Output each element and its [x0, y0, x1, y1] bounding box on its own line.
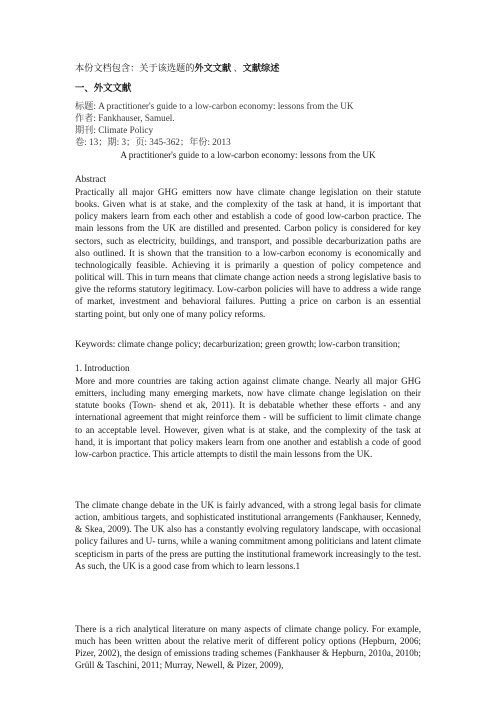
- keywords: [75, 338, 421, 350]
- paragraph-3-text: There is a rich analytical literature on many aspects of climate change policy. For example, much has been written about the relative merit of different policy options (Hepburn, 2006; Pizer, 2002), the design of emissions trading schemes (Fankhauser & Hepburn, 2010a, 2010b; Grüll & Taschini, 2011; Murray, Newell, & Pizer, 2009),: [75, 624, 421, 671]
- meta-title: 标题: A practitioner's guide to a low-carbon economy: lessons from the UK: [75, 101, 354, 111]
- abstract-body: [75, 186, 421, 320]
- paragraph-2: [75, 499, 421, 572]
- intro-line: [75, 62, 279, 74]
- meta-journal: 期刊: Climate Policy: [75, 125, 154, 135]
- paragraph-1: [75, 375, 421, 460]
- paragraph-2-text: The climate change debate in the UK is fairly advanced, with a strong legal basis for climate action, ambitious targets, and sophisticated institutional arrangements (Fankhauser, Kennedy, & Skea, 2009). The UK also has a constantly evolving regulatory landscape, with occasional policy failures and U- turns, while a waning commitment among politicians and latent climate scepticism in parts of the press are putting the institutional framework increasingly to the test. As such, the UK is a good case from which to learn lessons.1: [75, 500, 421, 571]
- abstract-label: Abstract: [75, 174, 107, 184]
- paragraph-1-text: More and more countries are taking action against climate change. Nearly all major GHG emitters, including many emerging markets, now have climate change legislation on their statute books (Town- shend et ak, 2011). It is debatable whether these efforts - and any international agreement that might reinforce them - will be sufficient to limit climate change to an acceptable level. However, given what is at stake, and the complexity of the task at hand, it is important that policy makers learn from one another and establish a code of good low-carbon practice. This article attempts to distil the main lessons from the UK.: [75, 376, 421, 459]
- intro-bold-foreign-literature: 外文文献: [194, 63, 232, 73]
- section-heading: 一、外文文献: [75, 84, 132, 94]
- paragraph-3: [75, 623, 421, 672]
- intro-bold-literature-review: 文献综述: [242, 63, 280, 73]
- intro-separator: 、: [231, 63, 243, 73]
- keywords-text: Keywords: climate change policy; decarburization; green growth; low-carbon transition;: [75, 339, 401, 349]
- intro-prefix: 本份文档包含：关于该选题的: [75, 63, 195, 73]
- article-title: A practitioner's guide to a low-carbon economy: lessons from the UK: [120, 150, 376, 160]
- introduction-heading: 1. Introduction: [75, 363, 130, 373]
- meta-author: 作者: Fankhauser, Samuel.: [75, 113, 175, 123]
- abstract-text: Practically all major GHG emitters now have climate change legislation on their statute books. Given what is at stake, and the complexity of the task at hand, it is important that policy makers learn from each other and establish a code of good low-carbon practice. The main lessons from the UK are distilled and presented. Carbon policy is considered for key sectors, such as electricity, buildings, and transport, and possible decarburization paths are also outlined. It is shown that the transition to a low-carbon economy is economically and technologically feasible. Achieving it is primarily a question of policy competence and political will. This in turn means that climate change action needs a strong legislative basis to give the reforms statutory legitimacy. Low-carbon policies will have to address a wide range of market, investment and behavioral failures. Putting a price on carbon is an essential starting point, but only one of many policy reforms.: [75, 187, 421, 319]
- meta-volume: 卷: 13；期: 3；页: 345-362；年份: 2013: [75, 137, 231, 147]
